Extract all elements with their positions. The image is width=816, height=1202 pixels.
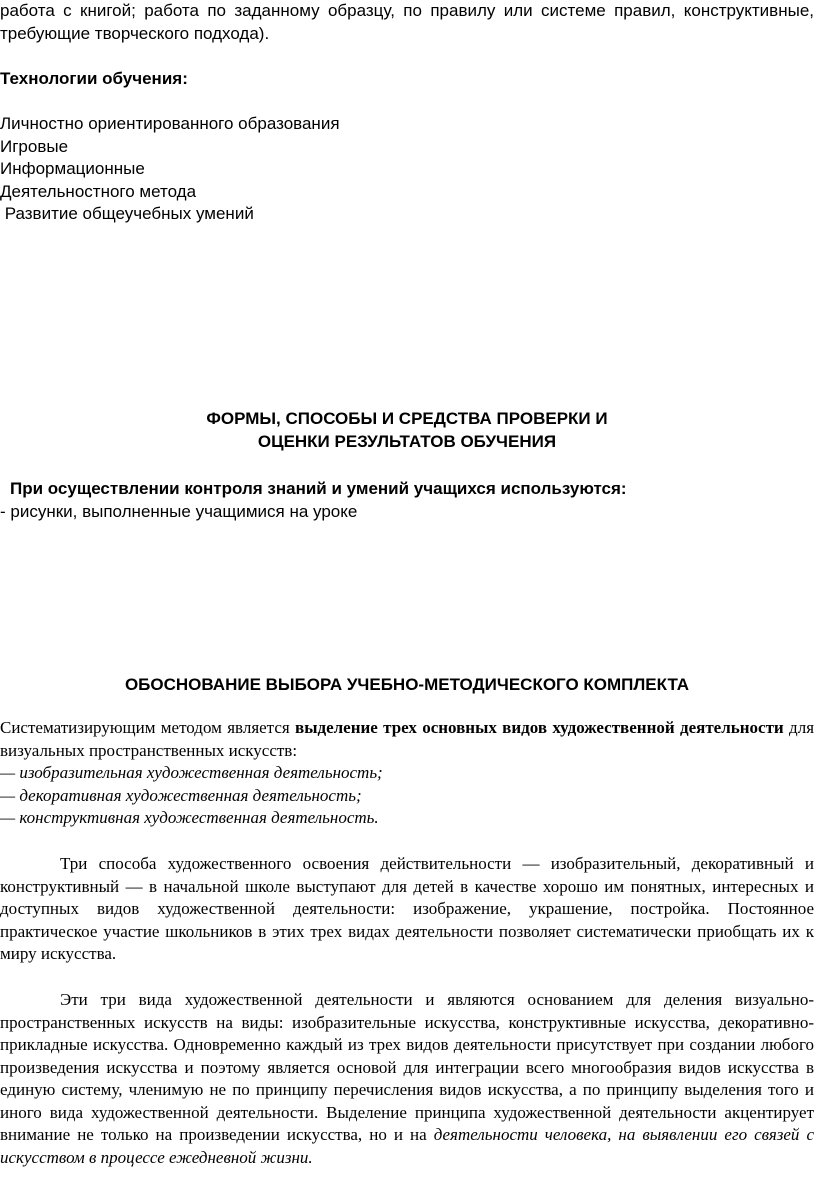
justification-paragraph-1 (0, 717, 814, 762)
technology-item: Личностно ориентированного образования (0, 114, 340, 133)
activity-type-item: — конструктивная художественная деятельность. (0, 808, 379, 827)
activity-type-item: — изобразительная художественная деятельность; (0, 763, 383, 782)
technologies-heading: Технологии обучения: (0, 69, 188, 88)
activity-types-list (0, 762, 814, 830)
justification-heading: ОБОСНОВАНИЕ ВЫБОРА УЧЕБНО-МЕТОДИЧЕСКОГО КОМПЛЕКТА (124, 675, 690, 694)
forms-heading-line: ОЦЕНКИ РЕЗУЛЬТАТОВ ОБУЧЕНИЯ (257, 431, 557, 451)
p3-italic: деятельности человека, на выявлении его связей с искусством в процессе ежедневной жизни. (0, 1125, 814, 1167)
forms-heading-line: ФОРМЫ, СПОСОБЫ И СРЕДСТВА ПРОВЕРКИ И (206, 409, 608, 428)
control-heading: При осуществлении контроля знаний и умений учащихся используются: (10, 479, 627, 498)
intro-continuation: работа с книгой; работа по заданному образцу, по правилу или системе правил, конструктивные, требующие творческого подхода). (0, 1, 814, 43)
control-item: - рисунки, выполненные учащимися на уроке (0, 502, 358, 521)
technologies-list (0, 113, 814, 226)
forms-heading (0, 408, 814, 453)
technology-item: Информационные (0, 159, 145, 178)
p1-start: Систематизирующим методом является (0, 718, 296, 737)
technology-item: Игровые (0, 136, 69, 156)
justification-paragraph-2: Три способа художественного освоения действительности — изобразительный, декоративный и конструктивный — в начальной школе выступают для детей в качестве хорошо им понятных, интересных и доступных видов художественной деятельности: изображение, украшение, постройка. Постоянное практическое участие школьников в этих трех видах деятельности позволяет систематически приобщать их к миру искусства. (0, 854, 814, 963)
justification-paragraph-3 (0, 989, 814, 1169)
p1-end: для визуальных пространственных искусств: (0, 718, 815, 760)
technology-item: Развитие общеучебных умений (0, 204, 254, 223)
p3-start: Эти три вида художественной деятельности и являются основанием для деления визуально-пространственных искусств на виды: изобразительные искусства, конструктивные искусства, декоративно-прикладные искусства. Одновременно каждый из трех видов деятельности присутствует при создании любого произведения искусства и поэтому является основой для интеграции всего многообразия видов искусства в единую систему, членимую не по принципу перечисления видов искусства, а по принципу выделения того и иного вида художественной деятельности. Выделение принципа художественной деятельности акцентирует внимание не только на произведении искусства, но и на (0, 990, 814, 1144)
activity-type-item: — декоративная художественная деятельность; (0, 785, 362, 805)
p1-bold: выделение трех основных видов художественной деятельности (295, 718, 784, 737)
technology-item: Деятельностного метода (0, 181, 197, 201)
